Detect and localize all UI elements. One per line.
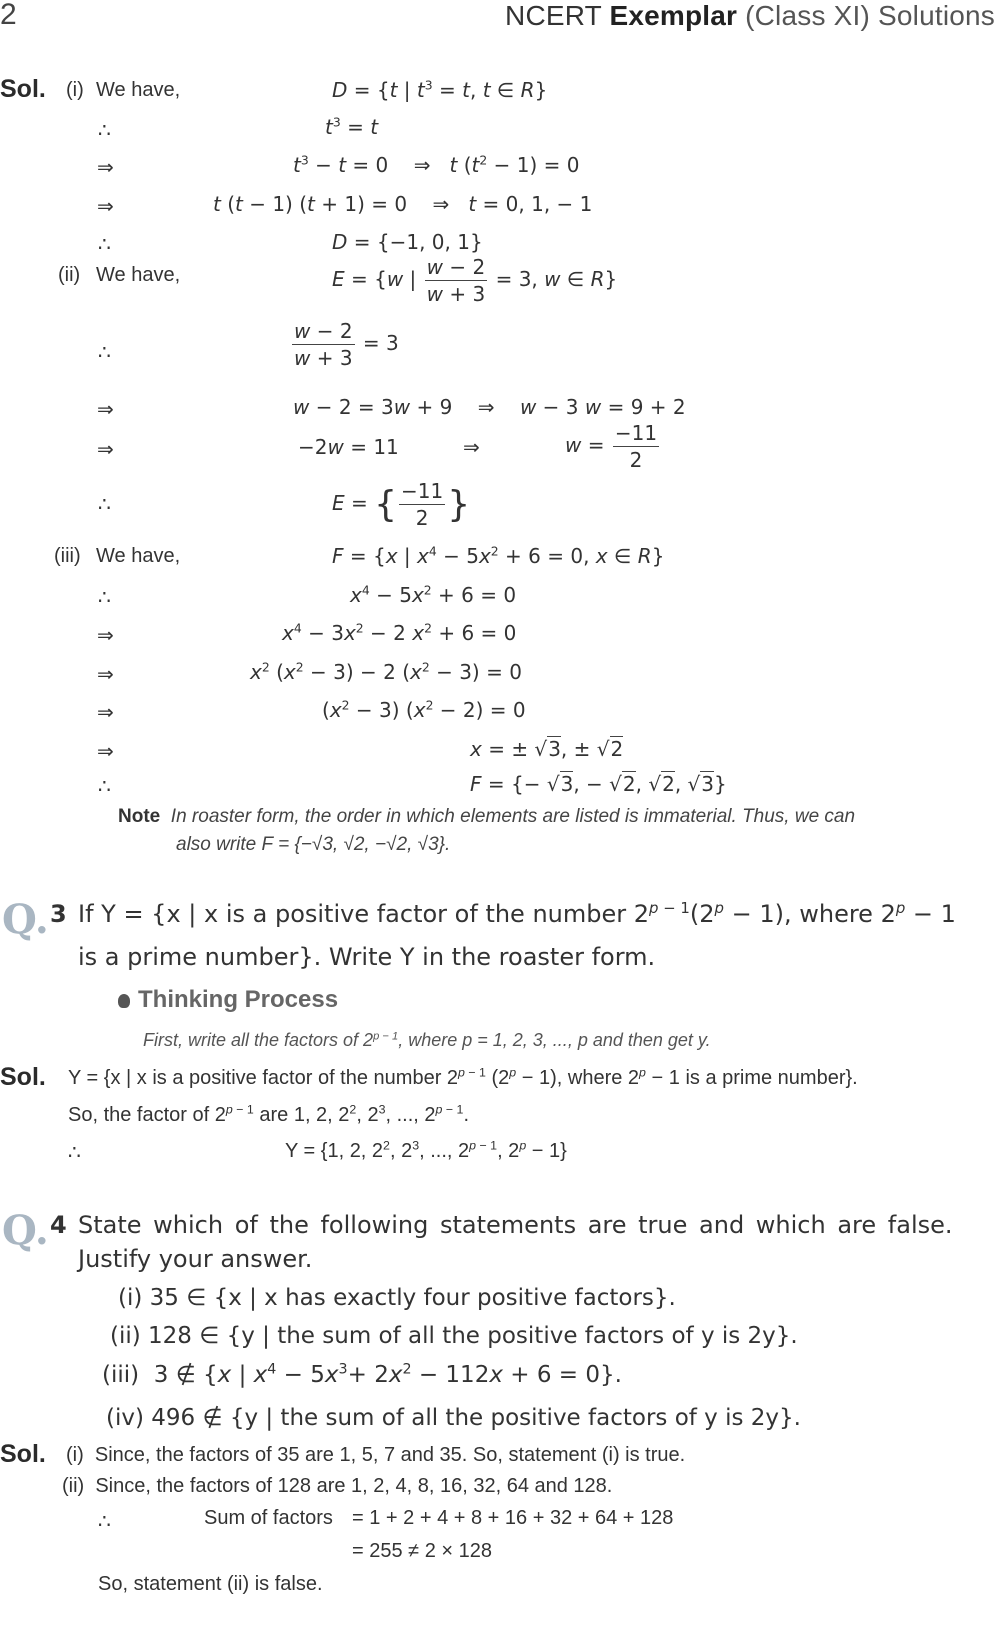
eq-split: $x^4 - 3x^2 - 2$ $x^2 + 6 = 0$ [282,620,517,645]
book-title-a: NCERT [505,0,602,31]
book-title-b: Exemplar [609,0,738,31]
q4-sol-label: Sol. [0,1440,46,1468]
q3-sol-line1-b: is a prime number}. [685,1067,858,1089]
q4-sol-i: (i) Since, the factors of 35 are 1, 5, 7 and 35. So, statement (i) is true. [66,1444,686,1466]
part-ii-label: (ii) [58,264,81,286]
eq-t3: $t^3 = t$ [325,114,379,139]
part-i-label: (i) [66,79,84,101]
q3-text-line1: If Y = {x | x is a positive factor of the number $2^{p - 1}(2^p - 1)$, where $2^p - 1$ [78,899,956,928]
q4-sol-ii-end: So, statement (ii) is false. [98,1573,323,1595]
eq-F-def: F = {x | $x^4 - 5x^2 + 6 = 0$, x ∈ R} [332,543,665,568]
book-title [505,0,995,32]
eq-E-def: E = {w | $\frac{w - 2}{w + 3}$ = 3, w ∈ R} [332,255,618,306]
note-label: Note [118,806,161,827]
eq-t3-t: $t^3 - t = 0$ ⇒ t $(t^2 - 1) = 0$ [293,152,580,177]
implies-1: ⇒ [97,157,114,179]
q4-sol-i-text: Since, the factors of 35 are 1, 5, 7 and 35. So, statement (i) is true. [94,1444,686,1466]
q4-stmt-i: (i) 35 ∈ {x | x has exactly four positive factors}. [118,1285,676,1311]
eq-factor-t: t (t − 1) (t + 1) = 0 ⇒ t = 0, 1, − 1 [213,192,593,216]
q4-sum-res: = 255 ≠ 2 × 128 [352,1540,492,1562]
q4-sol-ii-text: Since, the factors of 128 are 1, 2, 4, 8, 16, 32, 64 and 128. [95,1475,613,1497]
page-number: 2 [0,0,17,31]
eq-E-set: E = { $\frac{-11}{2}$ } [332,479,471,530]
note-line1 [118,806,855,828]
q3-sol-line3: Y = {1, 2, $2^2$, $2^3$, ..., $2^{p - 1}$, $2^p - 1$} [285,1138,567,1162]
therefore-5: ∴ [98,587,111,609]
eq-F-set: F = {− √3, − √2, √2, √3} [470,772,727,796]
q4-stmt-iii: (iii) 3 ∉ {x | $x^4 - 5x^3+ 2x^2 - 112x + 6 = 0$}. [102,1361,622,1388]
eq-group: $x^2$ $(x^2 - 3) - 2$ $(x^2 - 3) = 0$ [250,659,522,684]
q4-stmt-iii-label: (iii) [102,1362,140,1388]
eq-w-value: w = $\frac{-11}{2}$ [565,421,658,472]
q4-text-line2: Justify your answer. [78,1245,313,1273]
sol-label: Sol. [0,75,46,103]
thinking-text-a: First, write all the factors of 2 [143,1030,374,1050]
we-have-ii: We have, [96,264,181,286]
therefore-1: ∴ [98,120,111,142]
eq-x-roots: x = ± √3, ± √2 [470,737,624,761]
implies-5: ⇒ [463,435,480,459]
therefore-6: ∴ [98,776,111,798]
book-title-d: Solutions [878,0,995,31]
implies-7: ⇒ [97,664,114,686]
we-have-iii: We have, [96,545,181,567]
q3-text-a: If Y = {x | x is a positive factor of the number 2 [78,900,650,928]
note-text-2: also write F = {−√3, √2, −√2, √3}. [176,834,451,855]
eq-frac-3: $\frac{w - 2}{w + 3}$ = 3 [294,319,399,370]
q3-label: Q. [2,896,49,943]
q3-number: 3 [50,900,67,928]
eq-factored: $(x^2 - 3) (x^2 - 2) = 0$ [322,697,526,722]
q4-stmt-ii: (ii) 128 ∈ {y | the sum of all the positive factors of y is 2y}. [110,1323,798,1349]
q3-therefore: ∴ [68,1142,81,1164]
therefore-2: ∴ [98,234,111,256]
implies-4: ⇒ [97,439,114,461]
thinking-process [118,986,338,1014]
part-iii-label: (iii) [54,545,81,567]
thinking-text-b: , where p = 1, 2, 3, ..., p and then get y. [398,1030,711,1050]
q3-sol-line2-b: are 1, 2, 2 [259,1104,350,1126]
eq-w-linear: w − 2 = 3w + 9 ⇒ w − 3 w = 9 + 2 [293,395,686,419]
book-title-c: (Class XI) [745,0,871,31]
note-text-1: In roaster form, the order in which elements are listed is immaterial. Thus, we can [170,806,856,827]
q3-sol-line1: Y = {x | x is a positive factor of the number $2^{p - 1}$ $(2^p - 1)$, where $2^p - 1$ is a prime number}. [68,1065,858,1089]
q4-text-line1: State which of the following statements are true and which are false. [78,1211,953,1239]
implies-2: ⇒ [97,196,114,218]
q4-sum-eq: = 1 + 2 + 4 + 8 + 16 + 32 + 64 + 128 [352,1507,674,1529]
therefore-3: ∴ [98,342,111,364]
implies-6: ⇒ [97,625,114,647]
therefore-4: ∴ [98,494,111,516]
eq-quartic: $x^4 - 5x^2 + 6 = 0$ [350,582,517,607]
q3-sol-line2: So, the factor of $2^{p - 1}$ are 1, 2, $2^2$, $2^3$, ..., $2^{p - 1}$. [68,1102,469,1126]
q4-label: Q. [2,1207,49,1254]
implies-3: ⇒ [97,399,114,421]
eq-2w: −2w = 11 [298,435,399,459]
implies-9: ⇒ [97,741,114,763]
q3-text-b: is a prime number}. Write Y in the roaster form. [78,943,656,971]
q3-sol-line2-a: So, the factor of 2 [68,1104,226,1126]
implies-8: ⇒ [97,702,114,724]
q3-sol-label: Sol. [0,1063,46,1091]
q3-sol-line3-a: Y = {1, 2, 2 [285,1140,384,1162]
eq-D-def: D = {t | $t^3 = t$, t ∈ R} [332,77,548,102]
q4-therefore: ∴ [98,1511,111,1533]
we-have-i: We have, [96,79,181,101]
thinking-text: First, write all the factors of $2^{p - 1}$, where p = 1, 2, 3, ..., p and then get y. [143,1030,711,1050]
q4-sum-label: Sum of factors [204,1507,333,1529]
q4-number: 4 [50,1211,67,1239]
q3-sol-line1-a: Y = {x | x is a positive factor of the number 2 [68,1067,459,1089]
q4-stmt-iv: (iv) 496 ∉ {y | the sum of all the positive factors of y is 2y}. [106,1405,801,1431]
eq-D-set: D = {−1, 0, 1} [332,230,483,254]
bulb-icon [118,994,130,1008]
q4-sol-ii: (ii) Since, the factors of 128 are 1, 2, 4, 8, 16, 32, 64 and 128. [62,1475,613,1497]
thinking-title: Thinking Process [138,986,339,1013]
